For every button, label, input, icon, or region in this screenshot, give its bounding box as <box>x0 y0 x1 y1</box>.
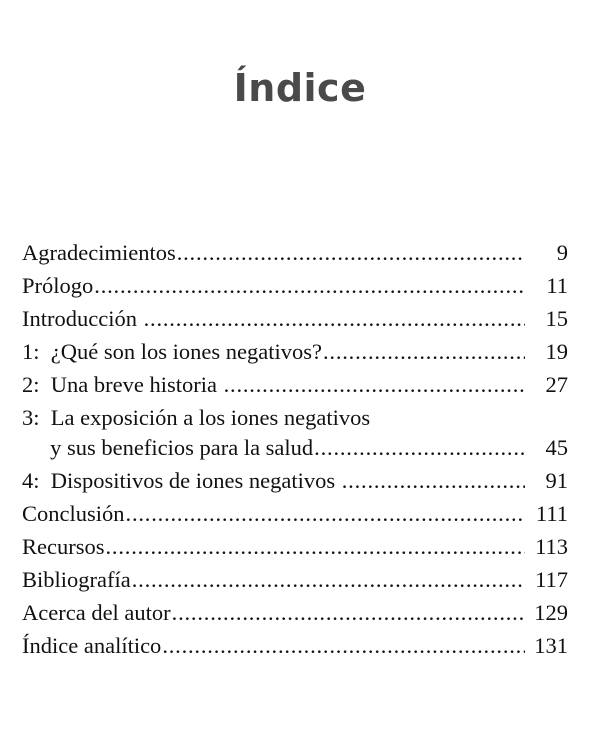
list-item[interactable] <box>22 466 568 496</box>
entry-label: La exposición a los iones negativos <box>50 405 371 430</box>
list-item[interactable] <box>22 337 568 367</box>
leader-dots <box>106 532 526 562</box>
entry-page-number: 111 <box>535 500 568 526</box>
leader-dots <box>224 370 525 400</box>
table-of-contents <box>22 238 568 664</box>
entry-label: Bibliografía <box>22 566 131 592</box>
leader-dots <box>126 499 525 529</box>
entry-indent <box>22 433 50 463</box>
entry-label: Dispositivos de iones negativos <box>50 467 341 493</box>
leader-dots <box>94 271 525 301</box>
entry-page-number: 9 <box>556 240 568 265</box>
entry-label: Acerca del autor <box>22 599 171 625</box>
list-item[interactable] <box>22 304 568 334</box>
entry-label-continued: y sus beneficios para la salud <box>50 434 314 460</box>
leader-dots <box>314 433 525 463</box>
entry-label: Índice analítico <box>22 632 162 658</box>
list-item[interactable] <box>22 370 568 400</box>
leader-dots <box>172 598 525 628</box>
entry-page-number: 11 <box>546 273 568 298</box>
list-item[interactable] <box>22 403 568 462</box>
list-item[interactable] <box>22 598 568 628</box>
list-item[interactable] <box>22 499 568 529</box>
entry-label: Agradecimientos <box>22 240 176 265</box>
entry-number: 3: <box>22 405 51 430</box>
list-item[interactable] <box>22 271 568 301</box>
entry-label: Recursos <box>22 533 105 559</box>
leader-dots <box>323 337 525 367</box>
leader-dots <box>132 565 525 595</box>
entry-page-number: 131 <box>534 632 568 658</box>
list-item[interactable] <box>22 565 568 595</box>
entry-label: Conclusión <box>22 500 125 526</box>
entry-label: Una breve historia <box>50 372 223 397</box>
leader-dots <box>144 304 525 334</box>
leader-dots <box>162 631 525 661</box>
entry-page-number: 91 <box>545 467 568 493</box>
entry-page-number: 117 <box>535 566 568 592</box>
entry-page-number: 19 <box>545 339 568 364</box>
page-title: Índice <box>233 66 367 110</box>
leader-dots <box>177 238 525 268</box>
entry-number: 1: <box>22 339 51 364</box>
entry-page-number: 27 <box>545 372 568 397</box>
entry-label: Prólogo <box>22 273 94 298</box>
entry-number: 4: <box>22 467 51 493</box>
list-item[interactable] <box>22 631 568 661</box>
entry-page-number: 113 <box>535 533 568 559</box>
entry-page-number: 15 <box>545 306 568 331</box>
entry-label: ¿Qué son los iones negativos? <box>50 339 322 364</box>
entry-label: Introducción <box>22 306 143 331</box>
entry-number: 2: <box>22 372 51 397</box>
entry-page-number: 45 <box>545 434 568 460</box>
list-item[interactable] <box>22 238 568 268</box>
leader-dots <box>342 466 525 496</box>
list-item[interactable] <box>22 532 568 562</box>
entry-page-number: 129 <box>534 599 568 625</box>
